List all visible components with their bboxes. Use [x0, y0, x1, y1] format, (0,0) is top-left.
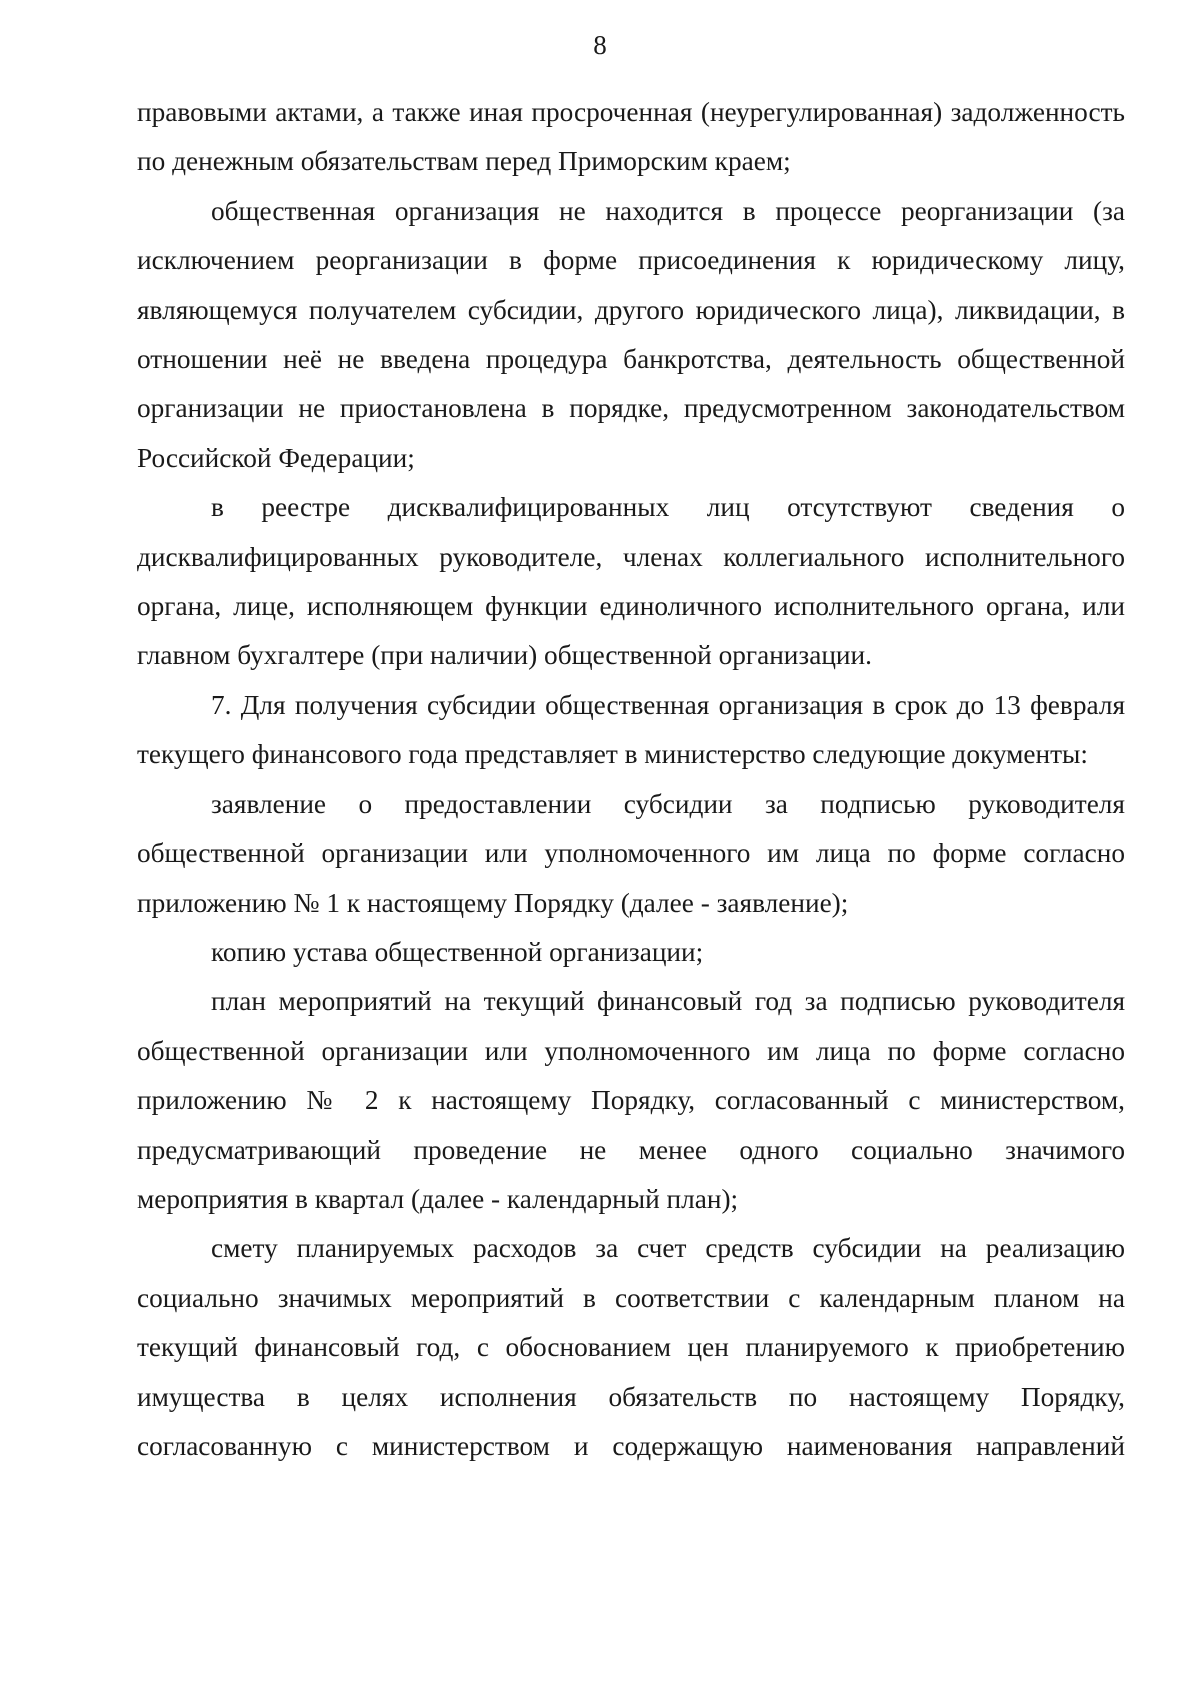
- page-number: 8: [593, 30, 607, 60]
- paragraph-no-reorganization: общественная организация не находится в процессе реорганизации (за исключением реорганизации в форме присоединения к юридическому лицу, являющемуся получателем субсидии, другого юридического лица), ликвидации, в отношении неё не введена процедура банкротства, деятельность общественной организации не приостановлена в порядке, предусмотренном законодательством Российской Федерации;: [137, 195, 1125, 473]
- paragraph-disqualified-registry: в реестре дисквалифицированных лиц отсутствуют сведения о дисквалифицированных руководителе, членах коллегиального исполнительного органа, лице, исполняющем функции единоличного исполнительного органа, или главном бухгалтере (при наличии) общественной организации.: [137, 492, 1125, 671]
- paragraph-expense-estimate: смету планируемых расходов за счет средств субсидии на реализацию социально значимых мероприятий в соответствии с календарным планом на текущий финансовый год, с обоснованием цен планируемого к приобретению имущества в целях исполнения обязательств по настоящему Порядку, согласованную с министерством и содержащую наименования направлений: [137, 1233, 1125, 1461]
- document-body: [137, 88, 1125, 1471]
- paragraph-application: заявление о предоставлении субсидии за подписью руководителя общественной организации или уполномоченного им лица по форме согласно приложению № 1 к настоящему Порядку (далее - заявление);: [137, 788, 1125, 918]
- paragraph-charter-copy: копию устава общественной организации;: [211, 936, 704, 967]
- paragraph-debt-continuation: правовыми актами, а также иная просроченная (неурегулированная) задолженность по денежным обязательствам перед Приморским краем;: [137, 97, 1125, 177]
- paragraph-item-7-intro: 7. Для получения субсидии общественная организация в срок до 13 февраля текущего финансового года представляет в министерство следующие документы:: [137, 689, 1125, 770]
- paragraph-event-plan: план мероприятий на текущий финансовый год за подписью руководителя общественной организации или уполномоченного им лица по форме согласно приложению № 2 к настоящему Порядку, согласованный с министерством, предусматривающий проведение не менее одного социально значимого мероприятия в квартал (далее - календарный план);: [137, 986, 1125, 1214]
